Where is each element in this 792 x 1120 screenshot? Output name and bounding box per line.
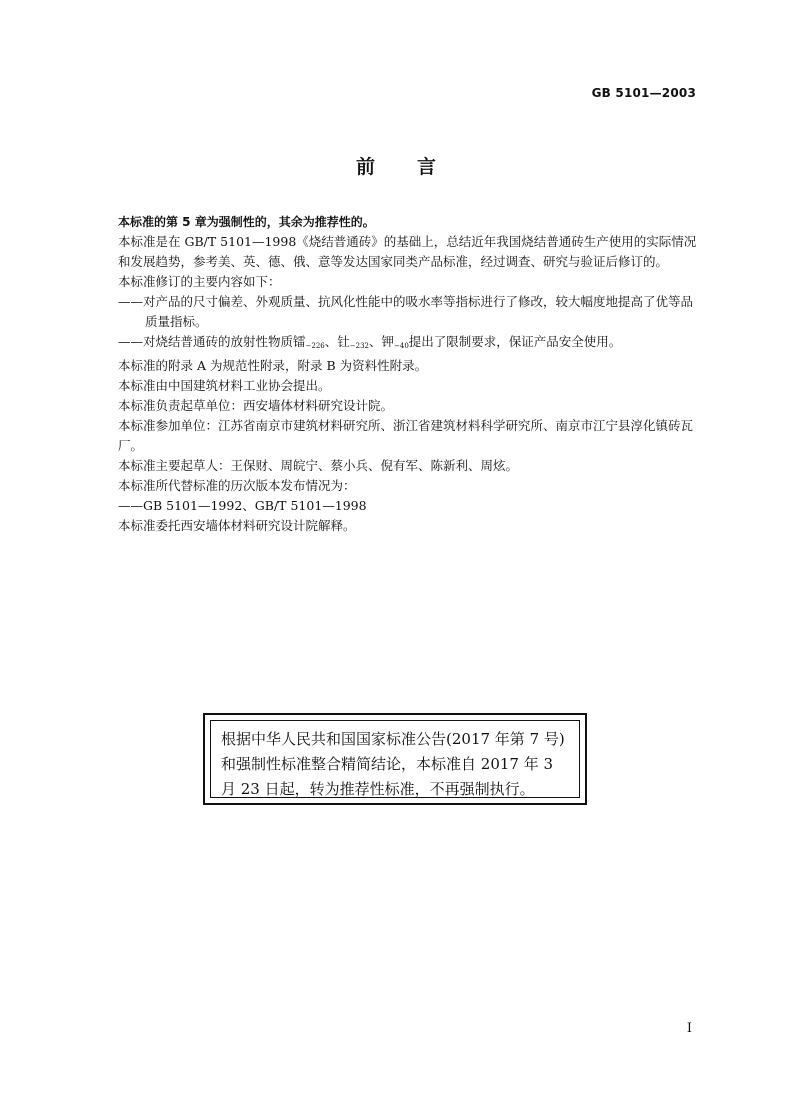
paragraph-interpretation: 本标准委托西安墙体材料研究设计院解释。 <box>118 518 356 533</box>
standard-code: GB 5101—2003 <box>591 86 696 100</box>
history-item: ——GB 5101—1992、GB/T 5101—1998 <box>118 498 367 513</box>
revision-item-2 <box>118 332 704 356</box>
paragraph-history-intro: 本标准所代替标准的历次版本发布情况为： <box>118 478 356 493</box>
thorium-subscript: −232 <box>349 342 369 350</box>
paragraph-mandatory-note: 本标准的第 5 章为强制性的，其余为推荐性的。 <box>118 215 375 229</box>
paragraph-participants: 本标准参加单位：江苏省南京市建筑材料研究所、浙江省建筑材料科学研究所、南京市江宁县淳化镇砖瓦厂。 <box>118 418 694 453</box>
revision-item-2-text-d: 提出了限制要求，保证产品安全使用。 <box>408 334 622 349</box>
revision-item-2-text-b: 、钍 <box>324 334 350 349</box>
paragraph-proposer: 本标准由中国建筑材料工业协会提出。 <box>118 378 331 393</box>
page-title <box>0 152 792 179</box>
foreword-body <box>118 212 704 536</box>
revision-item-1: ——对产品的尺寸偏差、外观质量、抗风化性能中的吸水率等指标进行了修改，较大幅度地提高了优等品质量指标。 <box>118 294 694 329</box>
paragraph-basis: 本标准是在 GB/T 5101—1998《烧结普通砖》的基础上，总结近年我国烧结普通砖生产使用的实际情况和发展趋势，参考美、英、德、俄、意等发达国家同类产品标准，经过调查、研究与验证后修订的。 <box>118 234 697 269</box>
page-number: I <box>686 1021 692 1036</box>
notice-text: 根据中华人民共和国国家标准公告(2017 年第 7 号)和强制性标准整合精简结论，本标准自 2017 年 3 月 23 日起，转为推荐性标准，不再强制执行。 <box>210 720 580 798</box>
radium-subscript: −226 <box>305 342 325 350</box>
title-char-2: 言 <box>417 156 437 178</box>
title-char-1: 前 <box>355 156 375 178</box>
paragraph-appendix: 本标准的附录 A 为规范性附录，附录 B 为资料性附录。 <box>118 358 428 373</box>
notice-box <box>203 713 587 805</box>
paragraph-drafters: 本标准主要起草人：王保财、周皖宁、蔡小兵、倪有军、陈新利、周炫。 <box>118 458 519 473</box>
revision-item-2-text-a: ——对烧结普通砖的放射性物质镭 <box>118 334 306 349</box>
paragraph-revision-intro: 本标准修订的主要内容如下： <box>118 274 281 289</box>
paragraph-drafting-unit: 本标准负责起草单位：西安墙体材料研究设计院。 <box>118 398 394 413</box>
potassium-subscript: −40 <box>394 342 409 350</box>
revision-item-2-text-c: 、钾 <box>369 334 395 349</box>
